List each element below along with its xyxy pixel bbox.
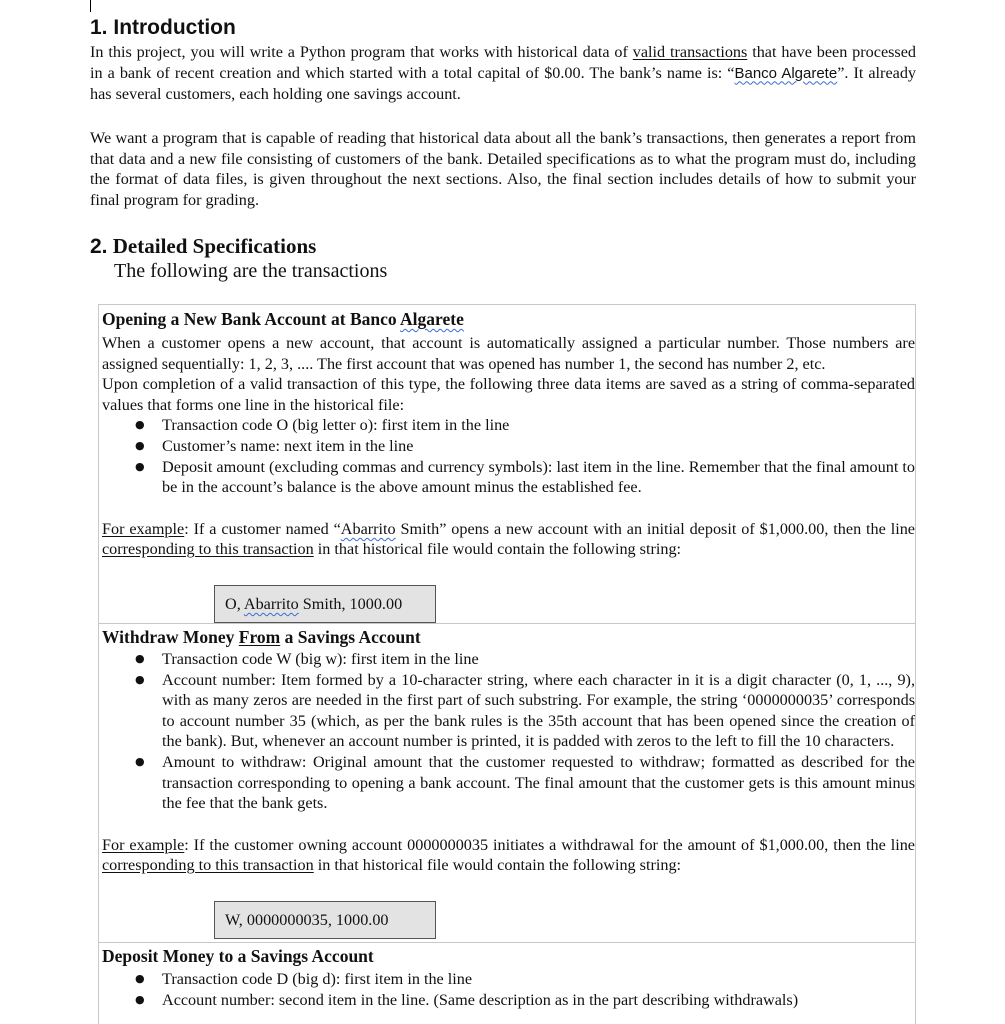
example-underlined: corresponding to this transaction: [102, 856, 314, 875]
example-text: Smith” opens a new account with an initial deposit of $1,000.00, then the line: [395, 519, 915, 538]
intro-text: that have been processed in a bank of recent creation and which started with a total capital of $0.00. The bank’s name is: “: [90, 43, 917, 82]
open-account-bullet-list: [102, 415, 915, 497]
open-account-box: [98, 304, 916, 624]
withdraw-box: [98, 623, 916, 943]
list-item: ● Amount to withdraw: Original amount that the customer requested to withdraw; formatted as described for the transaction corresponding to opening a bank account. The final amount that the customer gets is this amount minus the fee that the bank gets.: [162, 752, 915, 814]
bank-name: Banco Algarete: [734, 64, 838, 82]
text-cursor: [90, 0, 91, 12]
list-item: ● Account number: second item in the line. (Same description as in the part describing withdrawals): [162, 990, 915, 1011]
open-account-save-note: Upon completion of a valid transaction of this type, the following three data items are saved as a string of comma-separated values that forms one line in the historical file:: [102, 375, 915, 414]
withdraw-code-example: W, 0000000035, 1000.00: [214, 901, 436, 939]
section-1-heading: [90, 16, 236, 40]
example-text: : If a customer named “: [184, 519, 341, 538]
example-text: in that historical file would contain the following string:: [313, 540, 682, 559]
withdraw-title-text: a Savings Account: [280, 627, 421, 647]
deposit-box: [98, 942, 916, 1024]
withdraw-title-text: Withdraw Money: [102, 627, 239, 647]
example-text: : If the customer owning account 0000000035 initiates a withdrawal for the amount of $1,000.00, then the line: [184, 835, 915, 854]
withdraw-title: [102, 627, 915, 648]
example-text: in that historical file would contain the following string:: [313, 856, 682, 875]
list-item: ● Transaction code D (big d): first item in the line: [162, 969, 915, 990]
example-label: For example: [102, 519, 185, 538]
intro-text: ”. It already has several customers, each holding one savings account.: [90, 63, 917, 104]
deposit-bullet-list: [102, 969, 915, 1010]
list-item: ● Customer’s name: next item in the line: [162, 436, 915, 457]
open-account-example: [102, 519, 915, 560]
example-name: Abarrito: [340, 519, 396, 538]
list-item: ● Deposit amount (excluding commas and currency symbols): last item in the line. Remember that the final amount to be in the account’s balance is the above amount minus the established fee.: [162, 457, 915, 498]
section-2-title: Detailed Specifications: [112, 234, 317, 258]
code-text: O,: [225, 595, 244, 613]
section-2-number: 2.: [90, 235, 108, 258]
valid-transactions-link[interactable]: valid transactions: [632, 43, 748, 61]
open-account-code-example: [214, 585, 436, 623]
section-1-title: Introduction: [113, 16, 236, 39]
example-label: For example: [102, 835, 185, 854]
section-2-heading: [90, 234, 316, 259]
intro-paragraph-2: We want a program that is capable of reading that historical data about all the bank’s transactions, then generates a report from that data and a new file consisting of customers of the bank. Detailed specifications as to what the program must do, including the format of data files, is given throughout the next sections. Also, the final section includes details of how to submit your final program for grading.: [90, 129, 916, 209]
withdraw-bullet-list: [102, 649, 915, 814]
section-1-number: 1.: [90, 16, 108, 39]
deposit-title: Deposit Money to a Savings Account: [102, 946, 374, 966]
list-item: ● Transaction code W (big w): first item in the line: [162, 649, 915, 670]
intro-paragraph-1: [90, 42, 916, 105]
code-name: Abarrito: [243, 595, 299, 613]
intro-text: In this project, you will write a Python program that works with historical data of: [90, 43, 633, 61]
code-text: Smith, 1000.00: [298, 595, 403, 613]
open-account-title-text: Opening a New Bank Account at Banco: [102, 309, 401, 329]
list-item: ● Transaction code O (big letter o): first item in the line: [162, 415, 915, 436]
withdraw-title-from: From: [238, 627, 281, 647]
withdraw-example: [102, 835, 915, 876]
open-account-description: When a customer opens a new account, that account is automatically assigned a particular number. Those numbers are assigned sequentially: 1, 2, 3, .... The first account that was opened has number 1, the second has number 2, etc.: [102, 334, 915, 373]
section-2-subtitle: The following are the transactions: [114, 260, 388, 282]
list-item: ● Account number: Item formed by a 10-character string, where each character in it is a digit character (0, 1, ..., 9), with as many zeros are needed in the first part of such substring. For example, the string ‘0000000035’ corresponds to account number 35 (which, as per the bank rules is the 35th account that has been opened since the creation of the bank). But, whenever an account number is printed, it is padded with zeros to the left to fill the 10 characters.: [162, 670, 915, 752]
open-account-title: [102, 309, 915, 330]
example-underlined: corresponding to this transaction: [102, 540, 314, 559]
open-account-title-bank: Algarete: [400, 309, 464, 329]
